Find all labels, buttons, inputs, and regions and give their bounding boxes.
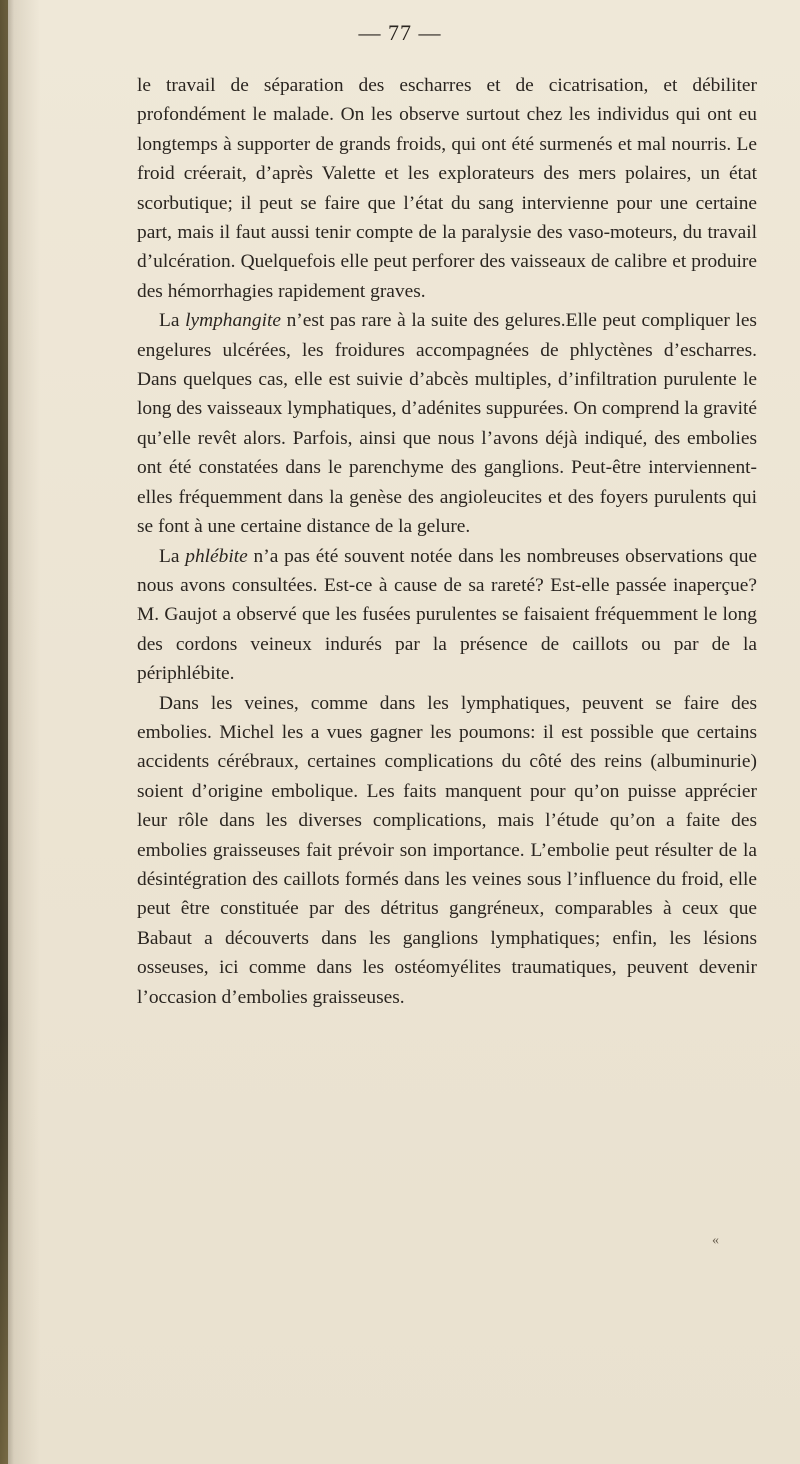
paragraph-1 [137,71,757,306]
page-number: — 77 — [358,20,442,45]
term-phlebite: phlébite [185,545,248,567]
paragraph-embolies [137,689,757,1012]
stray-print-mark: « [712,1233,719,1248]
paragraph-lymphangite [137,306,757,541]
body-text [137,71,757,1012]
paragraph-3-text: n’a pas été souvent notée dans les nombreuses observations que nous avons consultées. Est-ce à cause de sa rareté? Est-elle passée inaperçue? M. Gaujot a observé que les fusées purulentes se faisaient fréquemment le long des cordons veineux indurés par la présence de caillots ou par de la périphlébite. [137,545,757,685]
paragraph-3-lead: La [159,545,186,567]
paragraph-4-text: Dans les veines, comme dans les lymphatiques, peuvent se faire des embolies. Michel les a vues gagner les poumons: il est possible que certains accidents cérébraux, certaines complications du côté des reins (albuminurie) soient d’origine embolique. Les faits manquent pour qu’on puisse apprécier leur rôle dans les diverses complications, mais l’étude qu’on a faite des embolies graisseuses fait prévoir son importance. L’embolie peut résulter de la désintégration des caillots formés dans les veines sous l’influence du froid, elle peut être constituée par des détritus gangréneux, comparables à ceux que Babaut a découverts dans les ganglions lymphatiques; enfin, les lésions osseuses, ici comme dans les ostéomyélites traumatiques, peuvent devenir l’occasion d’embolies graisseuses. [137,692,757,1008]
paragraph-phlebite [137,542,757,689]
book-spine-shadow [0,0,8,1464]
paragraph-1-text: le travail de séparation des escharres et de cicatrisation, et débiliter profondément le malade. On les observe surtout chez les individus qui ont eu longtemps à supporter de grands froids, qui ont été surmenés et mal nourris. Le froid créerait, d’après Valette et les explorateurs des mers polaires, un état scorbutique; il peut se faire que l’état du sang intervienne pour une certaine part, mais il faut aussi tenir compte de la paralysie des vaso-moteurs, du travail d’ulcération. Quelquefois elle peut perforer des vaisseaux de calibre et produire des hémorrhagies rapidement graves. [137,75,757,302]
paragraph-2-lead: La [159,310,186,332]
paragraph-2-text: n’est pas rare à la suite des gelures.Elle peut compliquer les engelures ulcérées, les froidures accompagnées de phlyctènes d’escharres. Dans quelques cas, elle est suivie d’abcès multiples, d’infiltration purulente le long des vaisseaux lymphatiques, d’adénites suppurées. On comprend la gravité qu’elle revêt alors. Parfois, ainsi que nous l’avons déjà indiqué, des embolies ont été constatées dans le parenchyme des ganglions. Peut-être interviennent-elles fréquemment dans la genèse des angioleucites et des foyers purulents qui se font à une certaine distance de la gelure. [137,310,757,538]
term-lymphangite: lymphangite [185,310,281,332]
